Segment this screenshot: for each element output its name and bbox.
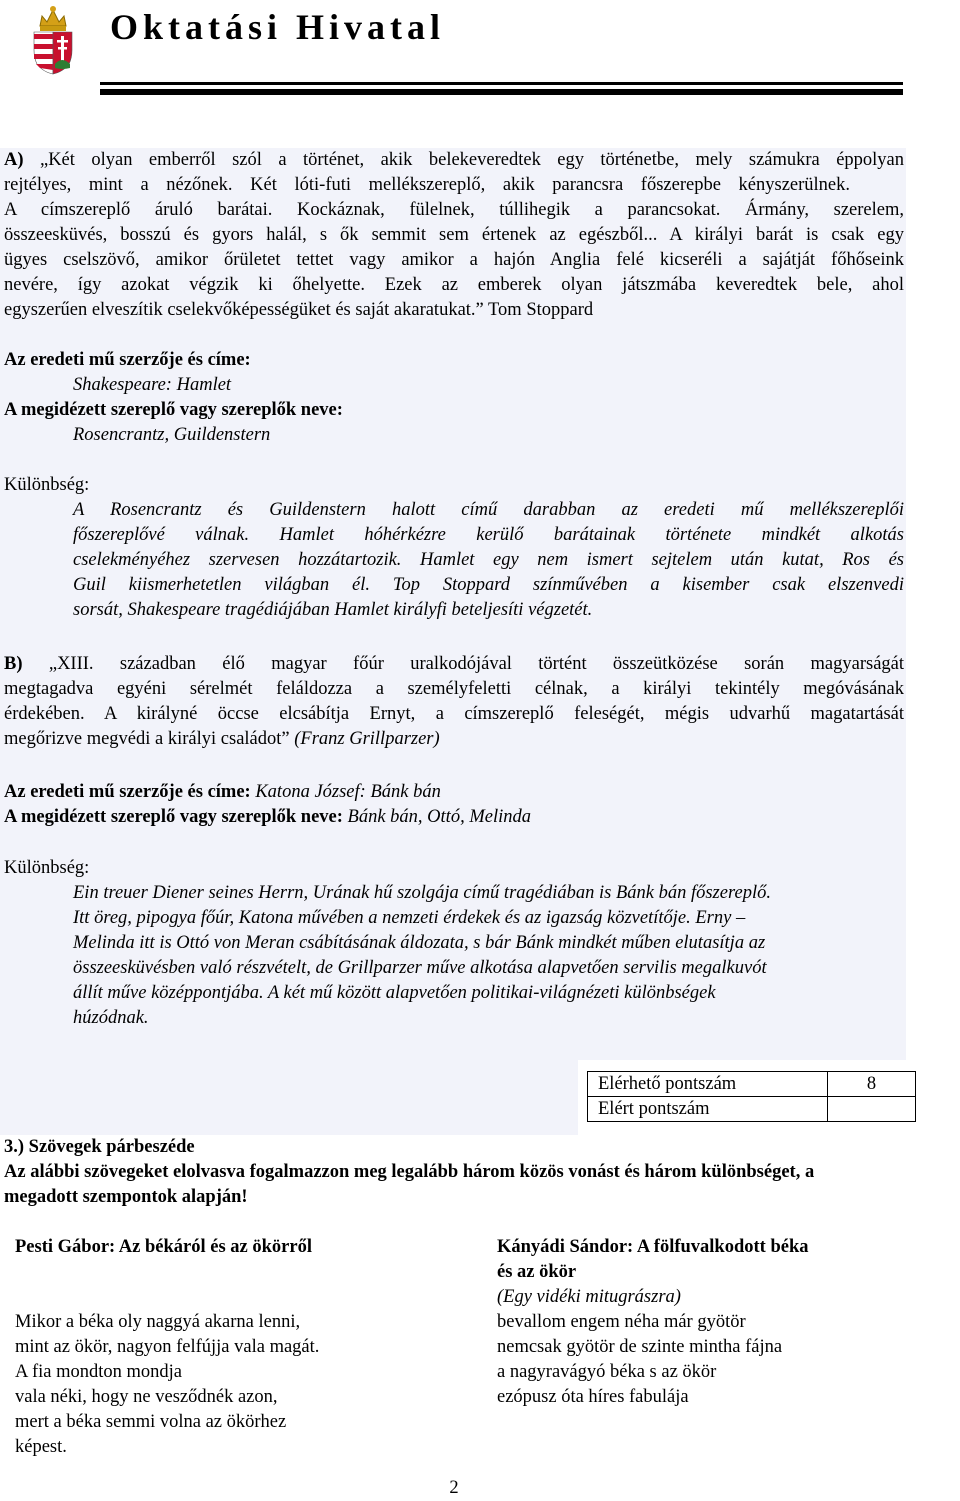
- section-a-character-label: A megidézett szereplő vagy szereplők neve:: [4, 400, 343, 420]
- section-b-character-row: [4, 805, 531, 830]
- section-b-difference-line-1: Ein treuer Diener seines Herrn, Urának hű szolgája című tragédiában is Bánk bán főszereplő.: [73, 883, 771, 903]
- left-poem-line-4: vala néki, hogy ne vesződnék azon,: [15, 1387, 278, 1407]
- left-poem-line-6: képest.: [15, 1437, 67, 1457]
- score-table: [587, 1071, 916, 1122]
- section-b-label: B): [4, 654, 23, 674]
- section-b-character-value: Bánk bán, Ottó, Melinda: [347, 807, 531, 827]
- section-a-difference-line-1: A Rosencrantz és Guildenstern halott című darabban az eredeti mű mellékszereplői: [73, 500, 904, 520]
- right-poem-line-2: nemcsak gyötör de szinte mintha fájna: [497, 1337, 783, 1357]
- left-poem-line-5: mert a béka semmi volna az ökörhez: [15, 1412, 287, 1432]
- section-b-difference-line-5: állít műve középpontjába. A két mű között alapvetően politikai-világnézeti különbségek: [73, 983, 716, 1003]
- section-b-source: (Franz Grillparzer): [294, 729, 440, 749]
- section-b-character-label: A megidézett szereplő vagy szereplők neve:: [4, 807, 343, 827]
- section-b-difference-label: Különbség:: [4, 858, 90, 878]
- section-a-difference-line-5: sorsát, Shakespeare tragédiájában Hamlet királyfi beteljesíti végzetét.: [73, 600, 593, 620]
- section-b-difference-line-4: összeesküvésben való részvételt, de Grillparzer műve alkotása alapvetően servilis megalkuvót: [73, 958, 767, 978]
- score-row-available: [588, 1072, 916, 1097]
- section-b-author-value: Katona József: Bánk bán: [255, 782, 441, 802]
- section-a-line-6: nevére, így azokat végzik ki őhelyette. Ezek az emberek olyan játszmába keveredtek bele, ahol: [4, 275, 904, 295]
- section-a-label: A): [4, 150, 24, 170]
- section-a-author-value: Shakespeare: Hamlet: [73, 375, 232, 395]
- organization-title: Oktatási Hivatal: [110, 7, 446, 47]
- section-b-line-3: érdekében. A királyné öccse elcsábítja Ernyt, a címszereplő feleségét, mégis udvarhű magatartását: [4, 704, 904, 724]
- left-poem-line-1: Mikor a béka oly naggyá akarna lenni,: [15, 1312, 301, 1332]
- score-available-label: Elérhető pontszám: [588, 1072, 828, 1097]
- section-a-difference-line-3: cselekményéhez szervesen hozzátartozik. Hamlet egy nem ismert sejtelem után kutat, Ros és: [73, 550, 904, 570]
- section-b-author-row: [4, 780, 441, 805]
- score-achieved-value[interactable]: [828, 1097, 916, 1122]
- header-rule-thick: [100, 89, 903, 95]
- left-poem-line-3: A fia mondton mondja: [15, 1362, 182, 1382]
- score-achieved-label: Elért pontszám: [588, 1097, 828, 1122]
- section-b-difference-line-6: húzódnak.: [73, 1008, 149, 1028]
- section-a-character-value: Rosencrantz, Guildenstern: [73, 425, 271, 445]
- right-poem-line-1: bevallom engem néha már gyötör: [497, 1312, 746, 1332]
- right-poem-line-3: a nagyravágyó béka s az ökör: [497, 1362, 717, 1382]
- section-b-difference-line-2: Itt öreg, pipogya főúr, Katona művében a nemzeti érdekek és az igazság közvetítője. Erny –: [73, 908, 746, 928]
- right-poem-line-4: ezópusz óta híres fabulája: [497, 1387, 689, 1407]
- page-number: 2: [449, 1478, 459, 1498]
- section-b-author-label: Az eredeti mű szerzője és címe:: [4, 782, 251, 802]
- section-b-line-2: megtagadva egyéni sérelmét feláldozza a személyfeletti célnak, a királyi tekintély megóvásának: [4, 679, 904, 699]
- section-b-line-4: megőrizve megvédi a királyi családot” (Franz Grillparzer): [4, 729, 440, 749]
- right-poem-title-line-1: Kányádi Sándor: A fölfuvalkodott béka: [497, 1237, 809, 1257]
- score-available-value: 8: [828, 1072, 916, 1097]
- section-b-line-1: B) „XIII. században élő magyar főúr uralkodójával történt összeütközése során magyarságát: [4, 654, 904, 674]
- answer-block-background-lower: [0, 1060, 578, 1135]
- section-3-instruction-line-2: megadott szempontok alapján!: [4, 1187, 248, 1207]
- section-3-heading: 3.) Szövegek párbeszéde: [4, 1137, 195, 1157]
- left-poem-title: Pesti Gábor: Az békáról és az ökörről: [15, 1237, 312, 1257]
- section-a-line-3: A címszereplő áruló barátai. Kockáznak, fülelnek, túllihegik a parancsokat. Ármány, szerelem,: [4, 200, 904, 220]
- header-rule-thin: [100, 82, 903, 85]
- section-a-author-label: Az eredeti mű szerzője és címe:: [4, 350, 251, 370]
- section-a-line-5: ügyes cselszövő, amikor őrületet tettet vagy amikor a hajón Anglia felé kicseréli a sajátját főhőseink: [4, 250, 904, 270]
- section-a-difference-label: Különbség:: [4, 475, 90, 495]
- section-a-line-2: rejtélyes, mint a nézőnek. Két lóti-futi mellékszereplő, akik parancsra főszerepbe kényszerülnek.: [4, 175, 850, 195]
- section-a-line-4: összeesküvés, bosszú és gyors halál, s ők semmit sem értenek az egészből... A királyi barát is csak egy: [4, 225, 904, 245]
- section-a-line-7: egyszerűen elveszítik cselekvőképességüket és saját akaratukat.” Tom Stoppard: [4, 300, 594, 320]
- right-poem-title-line-2: és az ökör: [497, 1262, 577, 1282]
- section-3-instruction-line-1: Az alábbi szövegeket elolvasva fogalmazzon meg legalább három közös vonást és három különbséget, a: [4, 1162, 815, 1182]
- section-a-difference-line-4: Guil kiismerhetetlen világban él. Top Stoppard színművében a kisember csak elszenvedi: [73, 575, 904, 595]
- section-a-line-1: A) „Két olyan emberről szól a történet, akik belekeveredtek egy történetbe, mely számukra éppolyan: [4, 150, 905, 170]
- score-row-achieved: [588, 1097, 916, 1122]
- right-poem-subtitle: (Egy vidéki mitugrászra): [497, 1287, 681, 1307]
- hungarian-coat-of-arms-icon: [28, 4, 78, 86]
- section-b-difference-line-3: Melinda itt is Ottó von Meran csábításának áldozata, s bár Bánk mindkét műben elutasítja az: [73, 933, 766, 953]
- section-a-difference-line-2: főszereplővé válnak. Hamlet hóhérkézre kerülő barátainak története mindkét alkotás: [73, 525, 904, 545]
- left-poem-line-2: mint az ökör, nagyon felfújja vala magát.: [15, 1337, 320, 1357]
